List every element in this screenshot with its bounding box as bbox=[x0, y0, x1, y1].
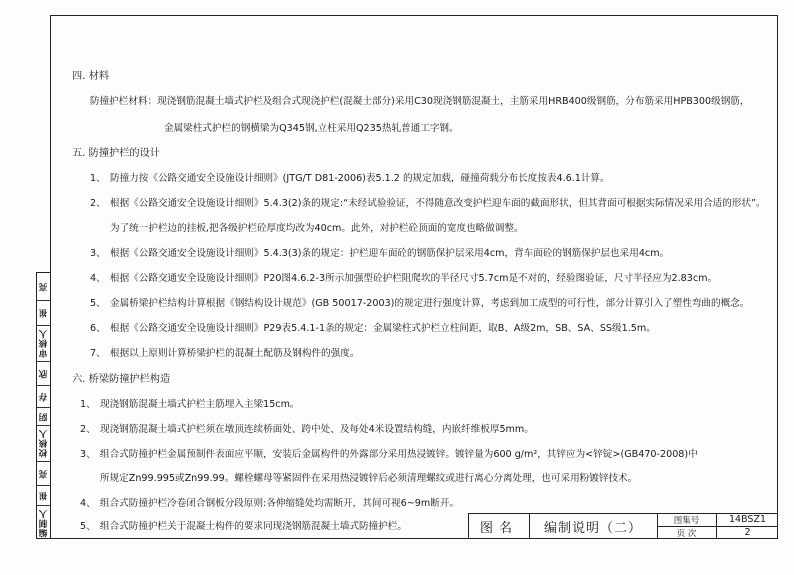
item-text: 根据《公路交通安全设施设计细则》P20图4.6.2-3所示加强型砼护栏阻爬坎的半径尺寸5.7cm是不对的，经验图验证，尺寸半径应为2.83cm。 bbox=[110, 273, 718, 284]
item-number: 2、 bbox=[80, 424, 96, 435]
sidebar-cell: 阴 bbox=[37, 408, 51, 426]
item-number: 1、 bbox=[90, 173, 106, 184]
sidebar-cell: 校核人 bbox=[37, 426, 51, 462]
page-number-value: 2 bbox=[744, 527, 751, 539]
item-number: 2、 bbox=[90, 198, 106, 209]
item-number: 1、 bbox=[80, 399, 96, 410]
list-item bbox=[90, 197, 766, 210]
item-text: 根据《公路交通安全设施设计细则》5.4.3(3)条的规定：护栏迎车面砼的钢筋保护层采用4cm，背车面砼的钢筋保护层也采用4cm。 bbox=[110, 248, 670, 259]
page-number-label: 页 次 bbox=[657, 527, 717, 540]
sidebar-cell: 亮 bbox=[37, 462, 51, 486]
item-number: 6、 bbox=[90, 323, 106, 334]
item-text: 金属桥梁护栏结构计算根据《钢结构设计规范》(GB 50017-2003)的规定进行强度计算，考虑到加工成型的可行性，部分计算引入了塑性弯曲的概念。 bbox=[110, 298, 750, 309]
list-item bbox=[90, 347, 359, 360]
drawing-title: 编制说明（二） bbox=[529, 514, 658, 539]
drawing-name-label: 图名 bbox=[469, 514, 530, 539]
item-number: 7、 bbox=[90, 348, 106, 359]
list-item bbox=[110, 222, 524, 235]
sidebar-cell: 崔 bbox=[37, 301, 51, 326]
item-number: 3、 bbox=[80, 449, 96, 460]
approval-strip bbox=[36, 272, 50, 539]
list-item bbox=[80, 448, 698, 461]
sidebar-cell: 编制人 bbox=[39, 508, 49, 538]
sidebar-cell: 亮 bbox=[37, 273, 51, 301]
item-text: 组合式防撞护栏关于混凝土构件的要求同现浇钢筋混凝土墙式防撞护栏。 bbox=[100, 521, 407, 532]
sidebar-cell: 存 bbox=[37, 386, 51, 408]
list-item bbox=[90, 272, 717, 285]
sidebar-cell: 崔 bbox=[37, 486, 51, 506]
paragraph-line: 防撞护栏材料：现浇钢筋混凝土墙式护栏及组合式现浇护栏(混凝土部分)采用C30现浇钢筋混凝土，主筋采用HRB400级钢筋，分布筋采用HPB300级钢筋， bbox=[90, 96, 750, 107]
list-item bbox=[80, 423, 534, 436]
item-number: 4、 bbox=[80, 498, 96, 509]
sidebar-cell: 欣 bbox=[37, 362, 51, 386]
item-text: 根据以上原则计算桥梁护栏的混凝土配筋及钢构件的强度。 bbox=[110, 348, 360, 359]
section-heading: 五. 防撞护栏的设计 bbox=[72, 148, 160, 159]
item-text: 组合式防撞护栏金属预制件表面应平顺，安装后金属构件的外露部分采用热浸镀锌。镀锌量为600 g/m²，其锌应为<锌锭>(GB470-2008)中 bbox=[100, 449, 698, 460]
list-item bbox=[90, 297, 749, 310]
item-number: 5、 bbox=[90, 298, 106, 309]
list-item bbox=[80, 520, 407, 533]
list-item bbox=[90, 172, 610, 185]
sidebar-cell: 审核人 bbox=[37, 326, 51, 362]
item-text: 根据《公路交通安全设施设计细则》P29表5.4.1-1条的规定：金属梁柱式护栏立柱间距，取B、A级2m，SB、SA、SS级1.5m。 bbox=[110, 323, 656, 334]
item-text: 为了统一护栏边的挂板,把各级护栏砼厚度均改为40cm。此外，对护栏砼顶面的宽度也略做调整。 bbox=[110, 223, 524, 234]
item-text: 根据《公路交通安全设施设计细则》5.4.3(2)条的规定:“未经试验验证，不得随意改变护栏迎车面的截面形状，但其背面可根据实际情况采用合适的形状”。 bbox=[110, 198, 766, 209]
list-item bbox=[80, 497, 459, 510]
title-block bbox=[468, 513, 778, 539]
section-heading: 六. 桥梁防撞护栏构造 bbox=[72, 374, 171, 385]
atlas-number-label: 图集号 bbox=[657, 514, 717, 527]
list-item bbox=[90, 247, 669, 260]
list-item bbox=[90, 322, 656, 335]
item-text: 现浇钢筋混凝土墙式护栏主筋埋入主梁15cm。 bbox=[100, 399, 300, 410]
item-text: 现浇钢筋混凝土墙式护栏须在墩顶连续桥面处、跨中处、及每处4米设置结构缝，内嵌纤维板厚5mm。 bbox=[100, 424, 534, 435]
atlas-number-value: 14BSZ1 bbox=[717, 514, 778, 527]
list-item bbox=[100, 472, 637, 485]
list-item bbox=[80, 398, 300, 411]
item-number: 5、 bbox=[80, 521, 96, 532]
item-text: 组合式防撞护栏冷卷闭合钢板分段原则:各伸缩缝处均需断开，其间可视6~9m断开。 bbox=[100, 498, 460, 509]
section-heading: 四. 材料 bbox=[72, 71, 110, 82]
paragraph-line: 金属梁柱式护栏的钢横梁为Q345钢,立柱采用Q235热轧普通工字钢。 bbox=[164, 123, 459, 134]
item-number: 4、 bbox=[90, 273, 106, 284]
item-number: 3、 bbox=[90, 248, 106, 259]
item-text: 防撞力按《公路交通安全设施设计细则》(JTG/T D81-2006)表5.1.2 的规定加载，碰撞荷载分布长度按表4.6.1计算。 bbox=[110, 173, 610, 184]
item-text: 所规定Zn99.995或Zn99.99。螺栓螺母等紧固件在采用热浸镀锌后必须清理螺纹或进行离心分离处理，也可采用粉镀锌技术。 bbox=[100, 473, 638, 484]
